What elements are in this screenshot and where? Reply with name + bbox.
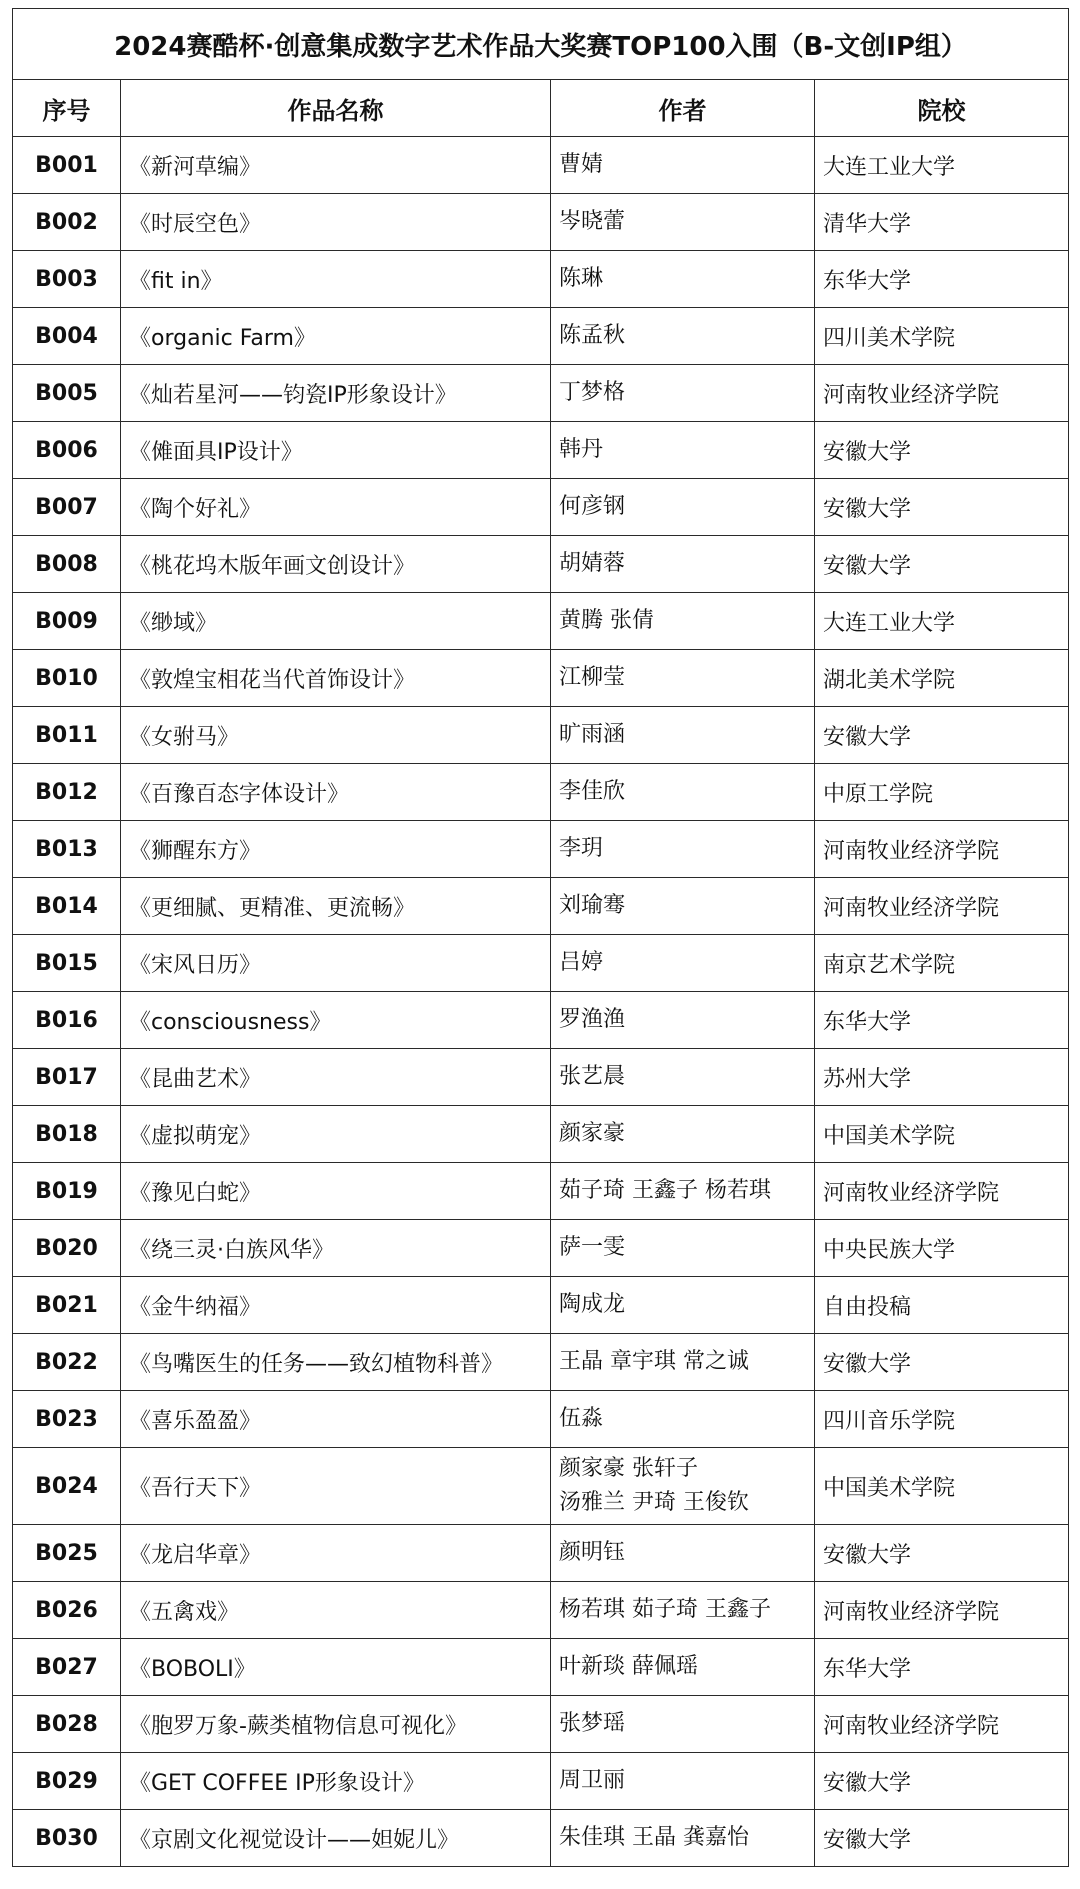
cell-author: 李玥 xyxy=(551,821,815,878)
table-row xyxy=(13,1106,1069,1163)
cell-id: B024 xyxy=(13,1448,121,1525)
cell-name: 《陶个好礼》 xyxy=(121,479,551,536)
cell-author: 丁梦格 xyxy=(551,365,815,422)
cell-id: B001 xyxy=(13,137,121,194)
cell-id: B011 xyxy=(13,707,121,764)
cell-author: 刘瑜骞 xyxy=(551,878,815,935)
table-row xyxy=(13,1334,1069,1391)
cell-id: B004 xyxy=(13,308,121,365)
table-row xyxy=(13,422,1069,479)
cell-school: 安徽大学 xyxy=(815,1334,1069,1391)
table-row xyxy=(13,251,1069,308)
header-author: 作者 xyxy=(551,80,815,137)
cell-id: B010 xyxy=(13,650,121,707)
cell-id: B020 xyxy=(13,1220,121,1277)
cell-author: 旷雨涵 xyxy=(551,707,815,764)
table-row xyxy=(13,308,1069,365)
cell-school: 河南牧业经济学院 xyxy=(815,1163,1069,1220)
table-row xyxy=(13,194,1069,251)
table-row xyxy=(13,1525,1069,1582)
cell-school: 安徽大学 xyxy=(815,1525,1069,1582)
cell-school: 清华大学 xyxy=(815,194,1069,251)
cell-school: 安徽大学 xyxy=(815,479,1069,536)
table-row xyxy=(13,536,1069,593)
cell-author: 陈琳 xyxy=(551,251,815,308)
cell-author: 伍淼 xyxy=(551,1391,815,1448)
cell-id: B012 xyxy=(13,764,121,821)
cell-id: B028 xyxy=(13,1696,121,1753)
cell-name: 《鸟嘴医生的任务——致幻植物科普》 xyxy=(121,1334,551,1391)
cell-id: B023 xyxy=(13,1391,121,1448)
cell-name: 《昆曲艺术》 xyxy=(121,1049,551,1106)
header-row xyxy=(13,80,1069,137)
header-name: 作品名称 xyxy=(121,80,551,137)
cell-author: 朱佳琪 王晶 龚嘉怡 xyxy=(551,1810,815,1867)
cell-school: 安徽大学 xyxy=(815,536,1069,593)
cell-name: 《五禽戏》 xyxy=(121,1582,551,1639)
cell-author: 吕婷 xyxy=(551,935,815,992)
cell-id: B018 xyxy=(13,1106,121,1163)
cell-author: 胡婧蓉 xyxy=(551,536,815,593)
table-row xyxy=(13,1582,1069,1639)
table-row xyxy=(13,137,1069,194)
cell-id: B006 xyxy=(13,422,121,479)
cell-id: B017 xyxy=(13,1049,121,1106)
cell-author: 张梦瑶 xyxy=(551,1696,815,1753)
cell-name: 《虚拟萌宠》 xyxy=(121,1106,551,1163)
cell-name: 《宋风日历》 xyxy=(121,935,551,992)
cell-name: 《胞罗万象-蕨类植物信息可视化》 xyxy=(121,1696,551,1753)
table-row xyxy=(13,1277,1069,1334)
cell-school: 中国美术学院 xyxy=(815,1448,1069,1525)
cell-school: 大连工业大学 xyxy=(815,593,1069,650)
cell-school: 安徽大学 xyxy=(815,1810,1069,1867)
table-row xyxy=(13,821,1069,878)
table-row xyxy=(13,992,1069,1049)
table-row xyxy=(13,1049,1069,1106)
cell-school: 苏州大学 xyxy=(815,1049,1069,1106)
cell-id: B002 xyxy=(13,194,121,251)
table-row xyxy=(13,764,1069,821)
cell-school: 湖北美术学院 xyxy=(815,650,1069,707)
cell-name: 《敦煌宝相花当代首饰设计》 xyxy=(121,650,551,707)
cell-author: 罗渔渔 xyxy=(551,992,815,1049)
cell-school: 河南牧业经济学院 xyxy=(815,821,1069,878)
cell-id: B030 xyxy=(13,1810,121,1867)
cell-id: B013 xyxy=(13,821,121,878)
cell-id: B021 xyxy=(13,1277,121,1334)
cell-id: B019 xyxy=(13,1163,121,1220)
table-row xyxy=(13,1448,1069,1525)
cell-id: B029 xyxy=(13,1753,121,1810)
table-row xyxy=(13,1220,1069,1277)
cell-author: 杨若琪 茹子琦 王鑫子 xyxy=(551,1582,815,1639)
table-row xyxy=(13,593,1069,650)
cell-id: B007 xyxy=(13,479,121,536)
cell-name: 《喜乐盈盈》 xyxy=(121,1391,551,1448)
cell-school: 安徽大学 xyxy=(815,1753,1069,1810)
finalists-table xyxy=(12,8,1069,1867)
cell-author xyxy=(551,1448,815,1525)
table-body xyxy=(13,137,1069,1867)
cell-name: 《傩面具IP设计》 xyxy=(121,422,551,479)
author-line: 颜家豪 张轩子 xyxy=(559,1456,698,1481)
table-row xyxy=(13,479,1069,536)
cell-author: 黄腾 张倩 xyxy=(551,593,815,650)
cell-school: 河南牧业经济学院 xyxy=(815,1582,1069,1639)
cell-school: 河南牧业经济学院 xyxy=(815,1696,1069,1753)
cell-school: 东华大学 xyxy=(815,251,1069,308)
cell-author: 江柳莹 xyxy=(551,650,815,707)
cell-name: 《百豫百态字体设计》 xyxy=(121,764,551,821)
header-id: 序号 xyxy=(13,80,121,137)
cell-school: 东华大学 xyxy=(815,1639,1069,1696)
cell-name: 《GET COFFEE IP形象设计》 xyxy=(121,1753,551,1810)
cell-author: 李佳欣 xyxy=(551,764,815,821)
cell-id: B016 xyxy=(13,992,121,1049)
author-line: 汤雅兰 尹琦 王俊钦 xyxy=(559,1490,749,1515)
cell-name: 《豫见白蛇》 xyxy=(121,1163,551,1220)
cell-id: B008 xyxy=(13,536,121,593)
cell-school: 自由投稿 xyxy=(815,1277,1069,1334)
cell-id: B003 xyxy=(13,251,121,308)
cell-school: 大连工业大学 xyxy=(815,137,1069,194)
cell-author: 王晶 章宇琪 常之诚 xyxy=(551,1334,815,1391)
cell-name: 《绕三灵·白族风华》 xyxy=(121,1220,551,1277)
cell-name: 《金牛纳福》 xyxy=(121,1277,551,1334)
cell-name: 《新河草编》 xyxy=(121,137,551,194)
cell-name: 《京剧文化视觉设计——妲妮儿》 xyxy=(121,1810,551,1867)
cell-school: 东华大学 xyxy=(815,992,1069,1049)
cell-name: 《灿若星河——钧瓷IP形象设计》 xyxy=(121,365,551,422)
cell-school: 安徽大学 xyxy=(815,422,1069,479)
cell-author: 周卫丽 xyxy=(551,1753,815,1810)
cell-school: 中国美术学院 xyxy=(815,1106,1069,1163)
cell-name: 《organic Farm》 xyxy=(121,308,551,365)
table-row xyxy=(13,1810,1069,1867)
table-row xyxy=(13,1391,1069,1448)
cell-name: 《女驸马》 xyxy=(121,707,551,764)
cell-name: 《fit in》 xyxy=(121,251,551,308)
cell-school: 四川美术学院 xyxy=(815,308,1069,365)
cell-author: 茹子琦 王鑫子 杨若琪 xyxy=(551,1163,815,1220)
table-row xyxy=(13,1696,1069,1753)
cell-school: 四川音乐学院 xyxy=(815,1391,1069,1448)
cell-author: 颜明钰 xyxy=(551,1525,815,1582)
table-row xyxy=(13,1753,1069,1810)
cell-name: 《时辰空色》 xyxy=(121,194,551,251)
table-row xyxy=(13,650,1069,707)
cell-author: 叶新琰 薛佩瑶 xyxy=(551,1639,815,1696)
cell-name: 《更细腻、更精准、更流畅》 xyxy=(121,878,551,935)
cell-author: 韩丹 xyxy=(551,422,815,479)
cell-id: B027 xyxy=(13,1639,121,1696)
cell-author: 何彦钢 xyxy=(551,479,815,536)
cell-id: B026 xyxy=(13,1582,121,1639)
cell-school: 中原工学院 xyxy=(815,764,1069,821)
cell-author: 陈孟秋 xyxy=(551,308,815,365)
cell-school: 南京艺术学院 xyxy=(815,935,1069,992)
cell-name: 《吾行天下》 xyxy=(121,1448,551,1525)
cell-school: 安徽大学 xyxy=(815,707,1069,764)
cell-name: 《龙启华章》 xyxy=(121,1525,551,1582)
cell-name: 《桃花坞木版年画文创设计》 xyxy=(121,536,551,593)
cell-school: 河南牧业经济学院 xyxy=(815,365,1069,422)
cell-id: B014 xyxy=(13,878,121,935)
table-row xyxy=(13,935,1069,992)
cell-author: 曹婧 xyxy=(551,137,815,194)
cell-id: B022 xyxy=(13,1334,121,1391)
cell-author: 岑晓蕾 xyxy=(551,194,815,251)
table-row xyxy=(13,1639,1069,1696)
cell-author: 颜家豪 xyxy=(551,1106,815,1163)
cell-author: 张艺晨 xyxy=(551,1049,815,1106)
cell-id: B009 xyxy=(13,593,121,650)
cell-author: 萨一雯 xyxy=(551,1220,815,1277)
table-row xyxy=(13,1163,1069,1220)
cell-author: 陶成龙 xyxy=(551,1277,815,1334)
cell-name: 《BOBOLI》 xyxy=(121,1639,551,1696)
cell-id: B015 xyxy=(13,935,121,992)
cell-name: 《缈域》 xyxy=(121,593,551,650)
cell-id: B005 xyxy=(13,365,121,422)
table-row xyxy=(13,365,1069,422)
table-row xyxy=(13,878,1069,935)
table-title: 2024赛酷杯·创意集成数字艺术作品大奖赛TOP100入围（B-文创IP组） xyxy=(13,9,1069,80)
cell-name: 《狮醒东方》 xyxy=(121,821,551,878)
header-school: 院校 xyxy=(815,80,1069,137)
cell-name: 《consciousness》 xyxy=(121,992,551,1049)
cell-id: B025 xyxy=(13,1525,121,1582)
spreadsheet xyxy=(12,8,1068,1867)
table-row xyxy=(13,707,1069,764)
cell-school: 河南牧业经济学院 xyxy=(815,878,1069,935)
cell-school: 中央民族大学 xyxy=(815,1220,1069,1277)
